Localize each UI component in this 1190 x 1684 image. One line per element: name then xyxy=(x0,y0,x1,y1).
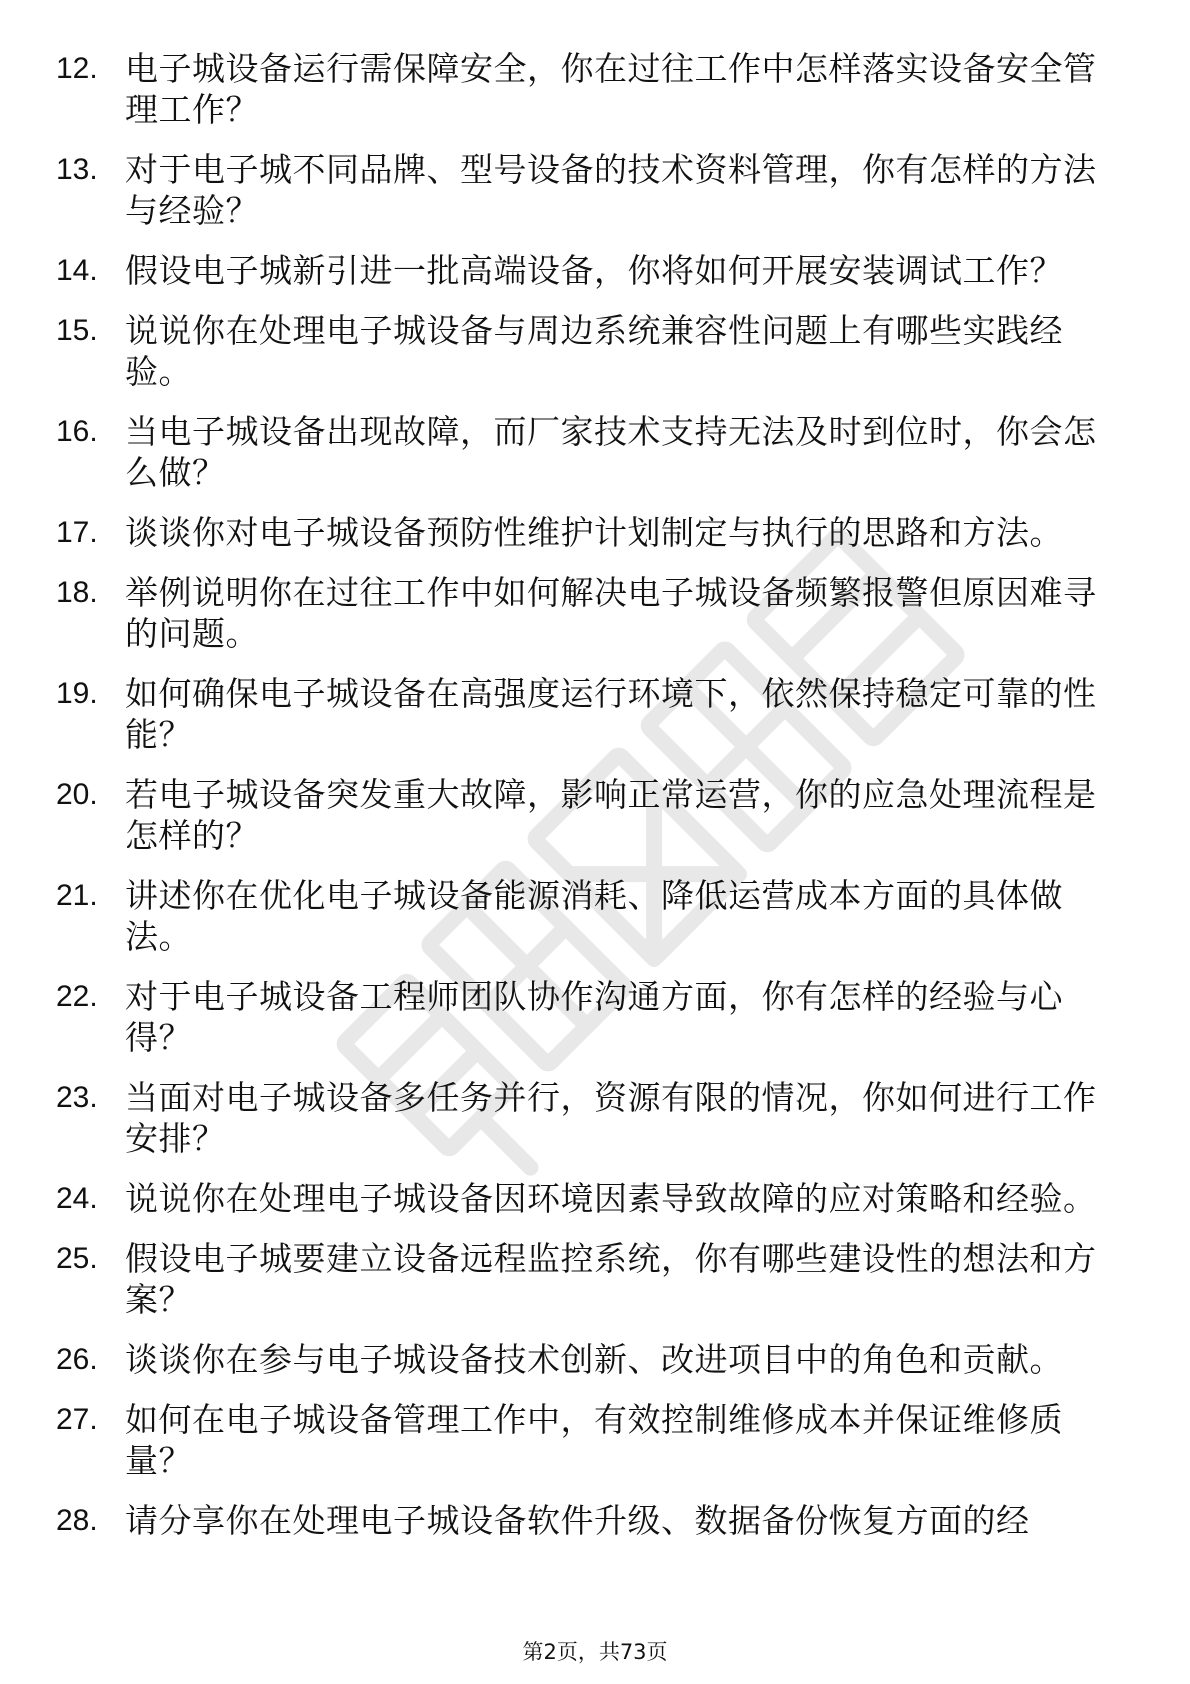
question-text: 若电子城设备突发重大故障，影响正常运营，你的应急处理流程是怎样的？ xyxy=(125,775,1097,855)
question-number: 13. xyxy=(56,153,98,186)
question-text: 举例说明你在过往工作中如何解决电子城设备频繁报警但原因难寻的问题。 xyxy=(125,573,1097,653)
question-number: 12. xyxy=(56,52,98,85)
question-item xyxy=(0,774,1190,856)
question-number: 26. xyxy=(56,1343,98,1376)
question-text: 当电子城设备出现故障，而厂家技术支持无法及时到位时，你会怎么做？ xyxy=(125,412,1097,492)
question-item xyxy=(0,1339,1190,1380)
question-item xyxy=(0,1077,1190,1159)
question-text: 如何确保电子城设备在高强度运行环境下，依然保持稳定可靠的性能？ xyxy=(125,674,1097,754)
question-item xyxy=(0,411,1190,493)
question-item xyxy=(0,673,1190,755)
question-list xyxy=(0,48,1190,1560)
question-number: 15. xyxy=(56,314,98,347)
question-number: 14. xyxy=(56,254,98,287)
question-text: 讲述你在优化电子城设备能源消耗、降低运营成本方面的具体做法。 xyxy=(125,876,1063,956)
question-number: 27. xyxy=(56,1403,98,1436)
question-number: 21. xyxy=(56,879,98,912)
question-number: 25. xyxy=(56,1242,98,1275)
question-text: 谈谈你在参与电子城设备技术创新、改进项目中的角色和贡献。 xyxy=(125,1340,1063,1379)
question-text: 请分享你在处理电子城设备软件升级、数据备份恢复方面的经 xyxy=(125,1501,1030,1540)
question-item xyxy=(0,572,1190,654)
question-text: 当面对电子城设备多任务并行，资源有限的情况，你如何进行工作安排？ xyxy=(125,1078,1097,1158)
question-text: 说说你在处理电子城设备与周边系统兼容性问题上有哪些实践经验。 xyxy=(125,311,1063,391)
page-number-label: 第2页，共73页 xyxy=(522,1640,668,1664)
question-text: 假设电子城新引进一批高端设备，你将如何开展安装调试工作？ xyxy=(125,251,1063,290)
question-item xyxy=(0,976,1190,1058)
question-text: 说说你在处理电子城设备因环境因素导致故障的应对策略和经验。 xyxy=(125,1179,1097,1218)
question-number: 17. xyxy=(56,516,98,549)
question-item xyxy=(0,1399,1190,1481)
question-number: 20. xyxy=(56,778,98,811)
question-item xyxy=(0,1238,1190,1320)
question-number: 19. xyxy=(56,677,98,710)
question-item xyxy=(0,250,1190,291)
question-text: 对于电子城不同品牌、型号设备的技术资料管理，你有怎样的方法与经验？ xyxy=(125,150,1097,230)
question-text: 假设电子城要建立设备远程监控系统，你有哪些建设性的想法和方案？ xyxy=(125,1239,1097,1319)
question-item xyxy=(0,1500,1190,1541)
question-text: 如何在电子城设备管理工作中，有效控制维修成本并保证维修质量？ xyxy=(125,1400,1063,1480)
question-item xyxy=(0,48,1190,130)
page-footer xyxy=(0,1636,1190,1666)
question-text: 电子城设备运行需保障安全，你在过往工作中怎样落实设备安全管理工作？ xyxy=(125,49,1097,129)
question-number: 28. xyxy=(56,1504,98,1537)
question-item xyxy=(0,512,1190,553)
question-text: 谈谈你对电子城设备预防性维护计划制定与执行的思路和方法。 xyxy=(125,513,1063,552)
question-number: 18. xyxy=(56,576,98,609)
question-text: 对于电子城设备工程师团队协作沟通方面，你有怎样的经验与心得？ xyxy=(125,977,1063,1057)
question-number: 23. xyxy=(56,1081,98,1114)
question-number: 16. xyxy=(56,415,98,448)
question-item xyxy=(0,1178,1190,1219)
question-item xyxy=(0,310,1190,392)
question-item xyxy=(0,149,1190,231)
question-number: 24. xyxy=(56,1182,98,1215)
question-item xyxy=(0,875,1190,957)
question-number: 22. xyxy=(56,980,98,1013)
